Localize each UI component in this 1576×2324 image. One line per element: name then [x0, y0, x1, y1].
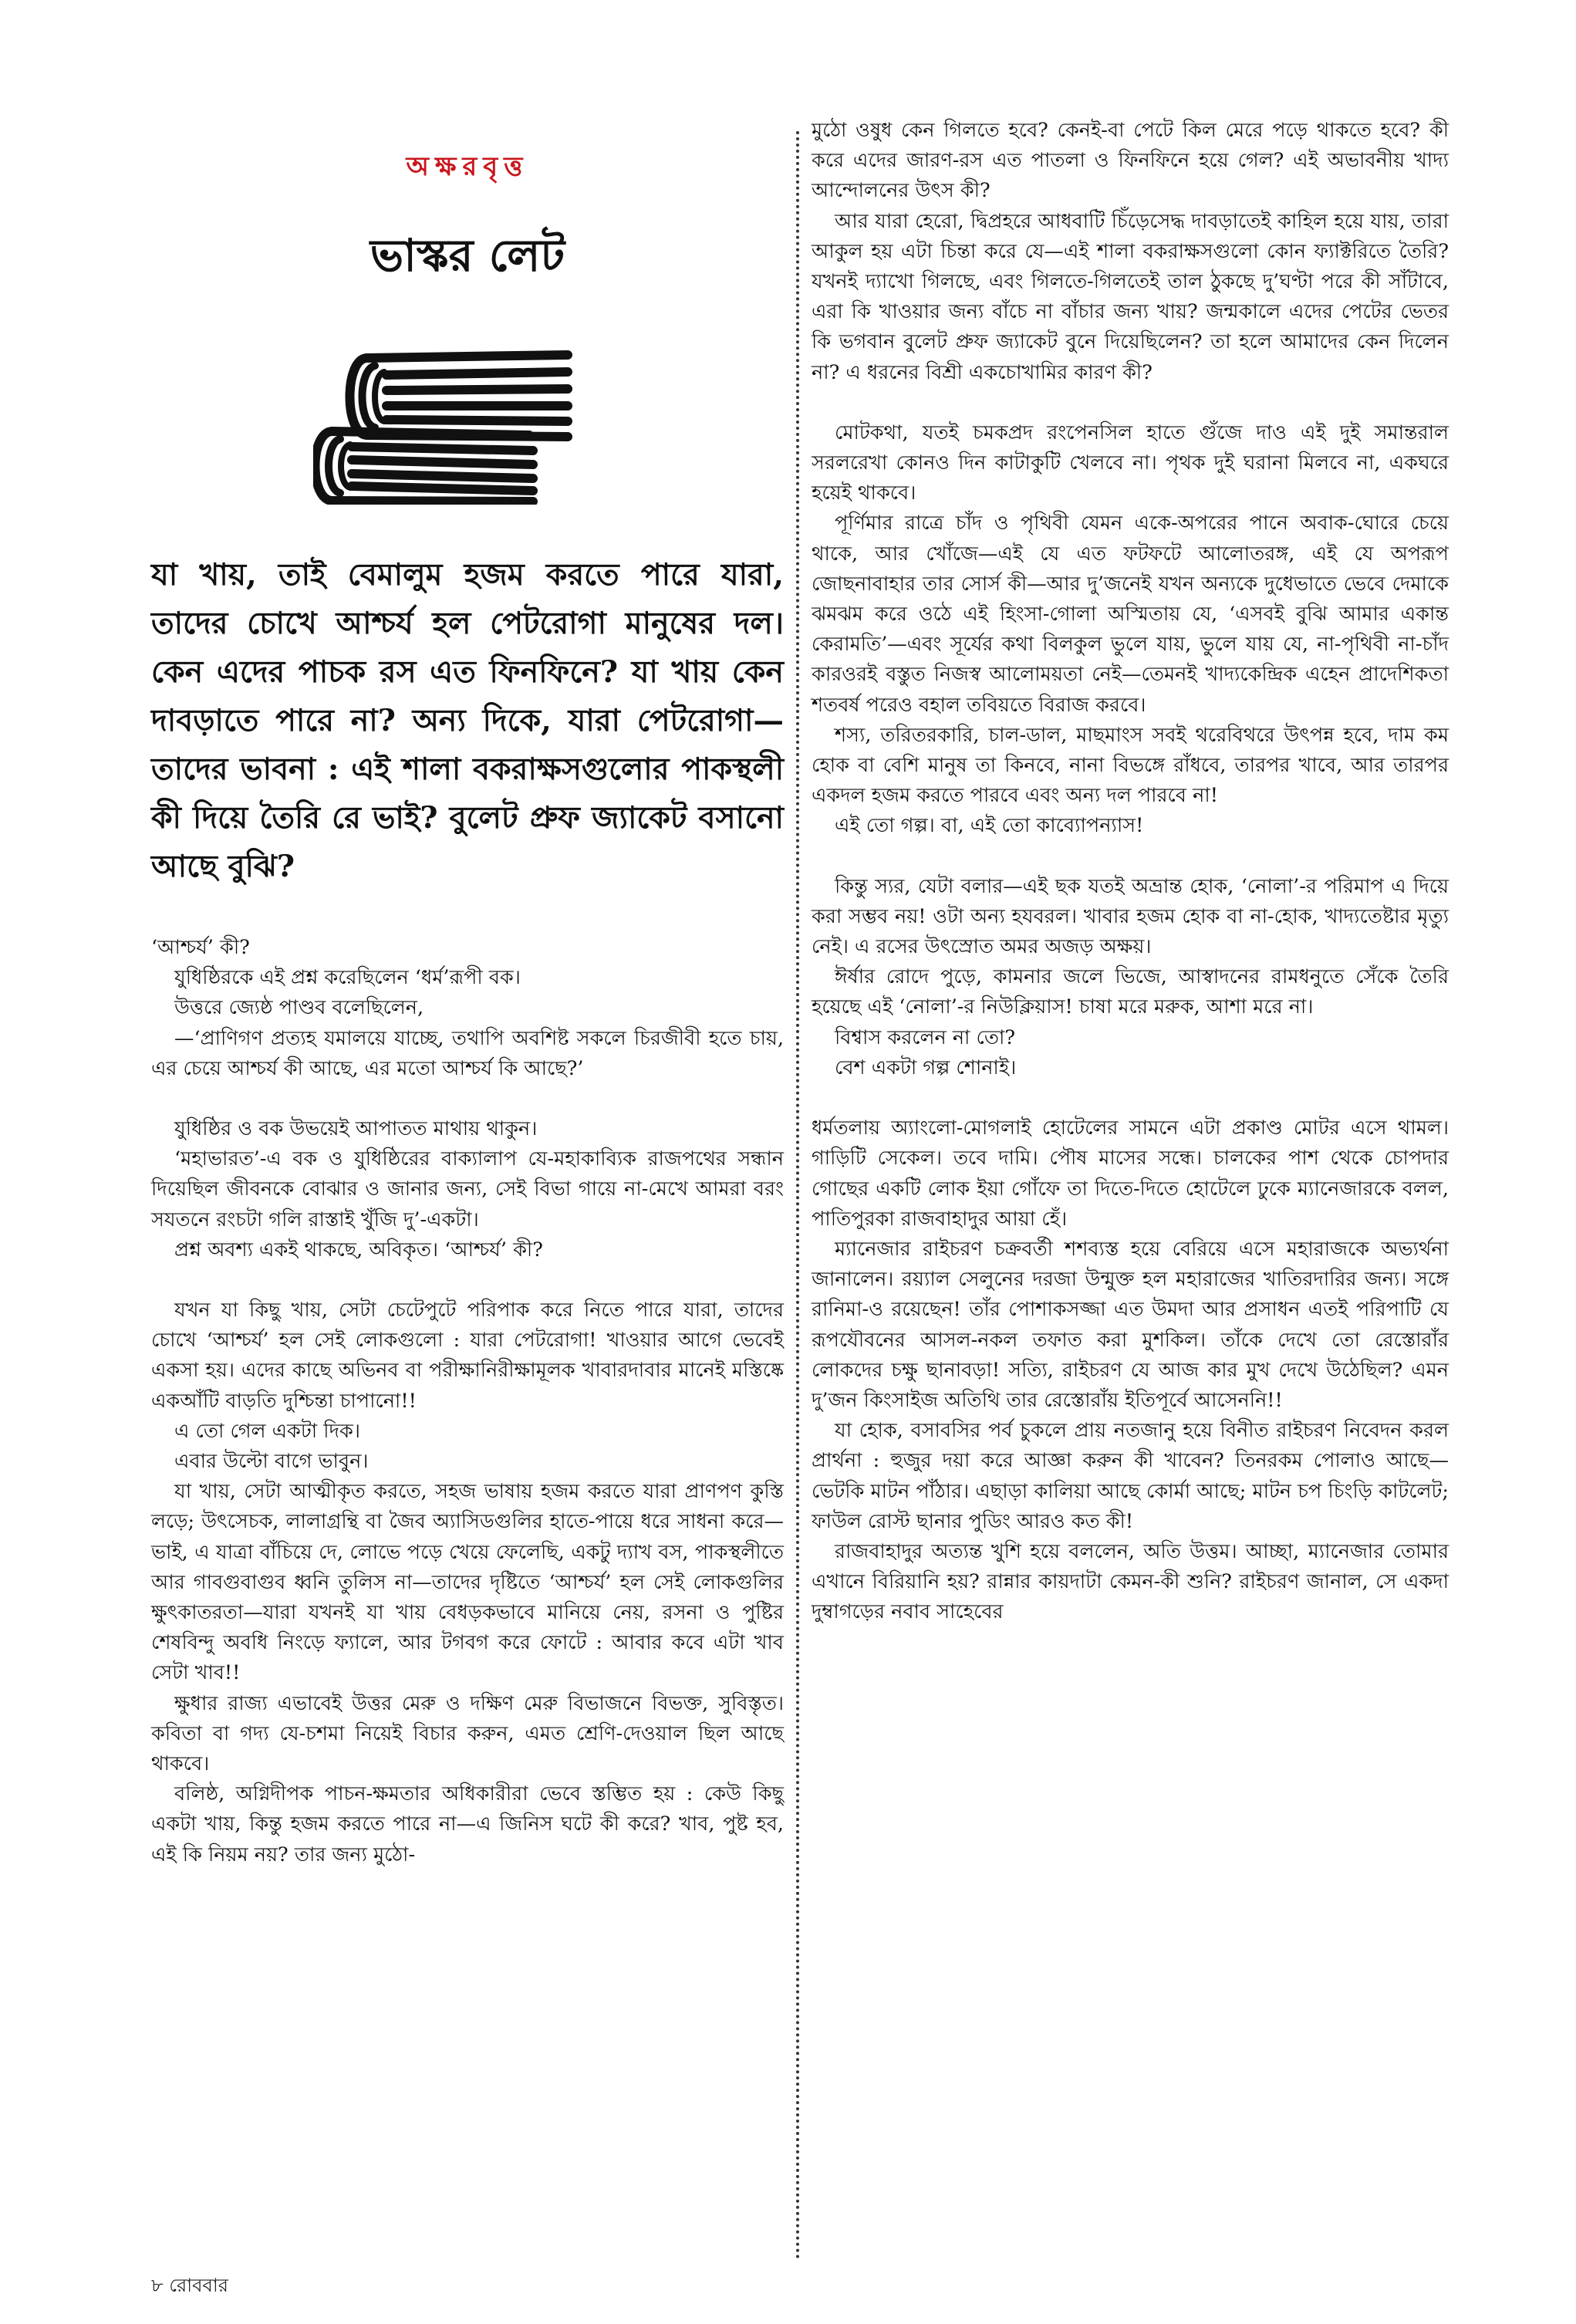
- paragraph: ঈর্ষার রোদে পুড়ে, কামনার জলে ভিজে, আস্বাদনের রামধনুতে সেঁকে তৈরি হয়েছে এই ‘নোলা’-র নিউক্লিয়াস! চাষা মরে মরুক, আশা মরে না।: [812, 965, 1449, 1019]
- paragraph: এই তো গল্প। বা, এই তো কাব্যোপন্যাস!: [835, 814, 1144, 838]
- pull-quote: যা খায়, তাই বেমালুম হজম করতে পারে যারা, তাদের চোখে আশ্চর্য হল পেটরোগা মানুষের দল। কেন এদের পাচক রস এত ফিনফিনে? যা খায় কেন দাবড়াতে পারে না? অন্য দিকে, যারা পেটরোগা—তাদের ভাবনা : এই শালা বকরাক্ষসগুলোর পাকস্থলী কী দিয়ে তৈরি রে ভাই? বুলেট প্রুফ জ্যাকেট বসানো আছে বুঝি?: [151, 557, 784, 884]
- paragraph: বেশ একটা গল্প শোনাই।: [835, 1056, 1017, 1079]
- paragraph: ধর্মতলায় অ্যাংলো-মোগলাই হোটেলের সামনে এটা প্রকাণ্ড মোটর এসে থামল। গাড়িটি সেকেল। তবে দামি। পৌষ মাসের সন্ধে। চালকের পাশ থেকে চোপদার গোছের একটি লোক ইয়া গোঁফে তা দিতে-দিতে হোটেলে ঢুকে ম্যানেজারকে বলল, পাতিপুরকা রাজবাহাদুর আয়া হেঁ।: [812, 1116, 1449, 1231]
- paragraph: পূর্ণিমার রাত্রে চাঁদ ও পৃথিবী যেমন একে-অপরের পানে অবাক-ঘোরে চেয়ে থাকে, আর খোঁজে—এই যে এত ফটফটে আলোতরঙ্গ, এই যে অপরূপ জোছনাবাহার তার সোর্স কী—আর দু’জনেই যখন অন্যকে দুধেভাতে ভেবে দেমাকে ঝমঝম করে ওঠে এই হিংসা-গোলা অস্মিতায় যে, ‘এসবই বুঝি আমার একান্ত কেরামতি’—এবং সূর্যের কথা বিলকুল ভুলে যায়, ভুলে যায় যে, না-পৃথিবী না-চাঁদ কারওরই বস্তুত নিজস্ব আলোময়তা নেই—তেমনই খাদ্যকেন্দ্রিক এহেন প্রাদেশিকতা শতবর্ষ পরেও বহাল তবিয়তে বিরাজ করবে।: [812, 512, 1449, 717]
- paragraph: যুধিষ্ঠির ও বক উভয়েই আপাতত মাথায় থাকুন।: [174, 1117, 538, 1141]
- paragraph: বিশ্বাস করলেন না তো?: [835, 1025, 1016, 1049]
- paragraph: এ তো গেল একটা দিক।: [174, 1419, 360, 1443]
- paragraph: শস্য, তরিতরকারি, চাল-ডাল, মাছমাংস সবই থরেবিথরে উৎপন্ন হবে, দাম কম হোক বা বেশি মানুষ তা কিনবে, নানা বিভঙ্গে রাঁধবে, তারপর খাবে, আর তারপর একদল হজম করতে পারবে এবং অন্য দল পারবে না!: [812, 723, 1449, 808]
- bound-books-icon: [313, 327, 622, 505]
- column-divider: [796, 131, 799, 2261]
- paragraph: ‘মহাভারত’-এ বক ও যুধিষ্ঠিরের বাক্যালাপ যে-মহাকাব্যিক রাজপথের সন্ধান দিয়েছিল জীবনকে বোঝার ও জানার জন্য, সেই বিভা গায়ে না-মেখে আমরা বরং সযতনে রংচটা গলি রাস্তাই খুঁজি দু’-একটা।: [151, 1147, 784, 1231]
- paragraph: কিন্তু স্যর, যেটা বলার—এই ছক যতই অভ্রান্ত হোক, ‘নোলা’-র পরিমাপ এ দিয়ে করা সম্ভব নয়! ওটা অন্য হযবরল। খাবার হজম হোক বা না-হোক, খাদ্যতেষ্টার মৃত্যু নেই। এ রসের উৎস্রোত অমর অজড় অক্ষয়।: [812, 874, 1449, 959]
- paragraph: ম্যানেজার রাইচরণ চক্রবর্তী শশব্যস্ত হয়ে বেরিয়ে এসে মহারাজকে অভ্যর্থনা জানালেন। রয়্যাল সেলুনের দরজা উন্মুক্ত হল মহারাজের খাতিরদারির জন্য। সঙ্গে রানিমা-ও রয়েছেন! তাঁর পোশাকসজ্জা এত উমদা আর প্রসাধন এতই পরিপাটি যে রূপযৌবনের আসল-নকল তফাত করা মুশকিল। তাঁকে দেখে তো রেস্তোরাঁর লোকদের চক্ষু ছানাবড়া! সত্যি, রাইচরণ যে আজ কার মুখ দেখে উঠেছিল? এমন দু’জন কিংসাইজ অতিথি তার রেস্তোরাঁয় ইতিপূর্বে আসেননি!!: [812, 1237, 1449, 1412]
- paragraph: বলিষ্ঠ, অগ্নিদীপক পাচন-ক্ষমতার অধিকারীরা ভেবে স্তম্ভিত হয় : কেউ কিছু একটা খায়, কিন্তু হজম করতে পারে না—এ জিনিস ঘটে কী করে? খাব, পুষ্ট হব, এই কি নিয়ম নয়? তার জন্য মুঠো-: [151, 1782, 784, 1866]
- paragraph: উত্তরে জ্যেষ্ঠ পাণ্ডব বলেছিলেন,: [174, 996, 424, 1020]
- left-column: [151, 116, 784, 1870]
- paragraph: এবার উল্টো বাগে ভাবুন।: [174, 1450, 369, 1474]
- paragraph: যা হোক, বসাবসির পর্ব চুকলে প্রায় নতজানু হয়ে বিনীত রাইচরণ নিবেদন করল প্রার্থনা : হুজুর দয়া করে আজ্ঞা করুন কী খাবেন? তিনরকম পোলাও আছে—ভেটকি মাটন পাঁঠার। এছাড়া কালিয়া আছে কোর্মা আছে; মাটন চপ চিংড়ি কাটলেট; ফাউল রোস্ট ছানার পুডিং আরও কত কী!: [812, 1419, 1449, 1533]
- paragraph: যুধিষ্ঠিরকে এই প্রশ্ন করেছিলেন ‘ধর্ম’রূপী বক।: [174, 966, 521, 990]
- paragraph: যখন যা কিছু খায়, সেটা চেটেপুটে পরিপাক করে নিতে পারে যারা, তাদের চোখে ‘আশ্চর্য’ হল সেই লোকগুলো : যারা পেটরোগা! খাওয়ার আগে ভেবেই একসা হয়। এদের কাছে অভিনব বা পরীক্ষানিরীক্ষামূলক খাবারদাবার মানেই মস্তিষ্কে একআঁটি বাড়তি দুশ্চিন্তা চাপানো!!: [151, 1299, 784, 1413]
- paragraph: —‘প্রাণিগণ প্রত্যহ যমালয়ে যাচ্ছে, তথাপি অবশিষ্ট সকলে চিরজীবী হতে চায়, এর চেয়ে আশ্চর্য কী আছে, এর মতো আশ্চর্য কি আছে?’: [151, 1026, 784, 1080]
- author-byline: ভাস্কর লেট: [370, 229, 565, 282]
- page-footer: ৮ রোববার: [151, 2275, 228, 2296]
- section-label: অক্ষরবৃত্ত: [406, 151, 529, 182]
- paragraph: ‘আশ্চর্য’ কী?: [151, 936, 250, 959]
- left-body-text: [151, 933, 784, 1870]
- paragraph: রাজবাহাদুর অত্যন্ত খুশি হয়ে বললেন, অতি উত্তম। আচ্ছা, ম্যানেজার তোমার এখানে বিরিয়ানি হয়? রান্নার কায়দাটা কেমন-কী শুনি? রাইচরণ জানাল, সে একদা দুম্বাগড়ের নবাব সাহেবের: [812, 1539, 1449, 1624]
- paragraph: যা খায়, সেটা আত্মীকৃত করতে, সহজ ভাষায় হজম করতে যারা প্রাণপণ কুস্তি লড়ে; উৎসেচক, লালাগ্রন্থি বা জৈব অ্যাসিডগুলির হাতে-পায়ে ধরে সাধনা করে—ভাই, এ যাত্রা বাঁচিয়ে দে, লোভে পড়ে খেয়ে ফেলেছি, একটু দ্যাখ বস, পাকস্থলীতে আর গাবগুবাগুব ধ্বনি তুলিস না—তাদের দৃষ্টিতে ‘আশ্চর্য’ হল সেই লোকগুলির ক্ষুৎকাতরতা—যারা যখনই যা খায় বেধড়কভাবে মানিয়ে নেয়, রসনা ও পুষ্টির শেষবিন্দু অবধি নিংড়ে ফ্যালে, আর টগবগ করে ফোটে : আবার কবে এটা খাব সেটা খাব!!: [151, 1480, 784, 1685]
- right-column: [812, 116, 1449, 1628]
- paragraph: মোটকথা, যতই চমকপ্রদ রংপেনসিল হাতে গুঁজে দাও এই দুই সমান্তরাল সরলরেখা কোনও দিন কাটাকুটি খেলবে না। পৃথক দুই ঘরানা মিলবে না, একঘরে হয়েই থাকবে।: [812, 421, 1449, 505]
- paragraph: মুঠো ওষুধ কেন গিলতে হবে? কেনই-বা পেটে কিল মেরে পড়ে থাকতে হবে? কী করে এদের জারণ-রস এত পাতলা ও ফিনফিনে হয়ে গেল? এই অভাবনীয় খাদ্য আন্দোলনের উৎস কী?: [812, 119, 1449, 203]
- paragraph: ক্ষুধার রাজ্য এভাবেই উত্তর মেরু ও দক্ষিণ মেরু বিভাজনে বিভক্ত, সুবিস্তৃত। কবিতা বা গদ্য যে-চশমা নিয়েই বিচার করুন, এমত শ্রেণি-দেওয়াল ছিল আছে থাকবে।: [151, 1691, 784, 1776]
- paragraph: আর যারা হেরো, দ্বিপ্রহরে আধবাটি চিঁড়েসেদ্ধ দাবড়াতেই কাহিল হয়ে যায়, তারা আকুল হয় এটা চিন্তা করে যে—এই শালা বকরাক্ষসগুলো কোন ফ্যাক্টরিতে তৈরি? যখনই দ্যাখো গিলছে, এবং গিলতে-গিলতেই তাল ঠুকছে দু’ঘণ্টা পরে কী সাঁটাবে, এরা কি খাওয়ার জন্য বাঁচে না বাঁচার জন্য খায়? জন্মকালে এদের পেটের ভেতর কি ভগবান বুলেট প্রুফ জ্যাকেট বুনে দিয়েছিলেন? তা হলে আমাদের কেন দিলেন না? এ ধরনের বিশ্রী একচোখামির কারণ কী?: [812, 209, 1449, 384]
- paragraph: প্রশ্ন অবশ্য একই থাকছে, অবিকৃত। ‘আশ্চর্য’ কী?: [174, 1238, 543, 1262]
